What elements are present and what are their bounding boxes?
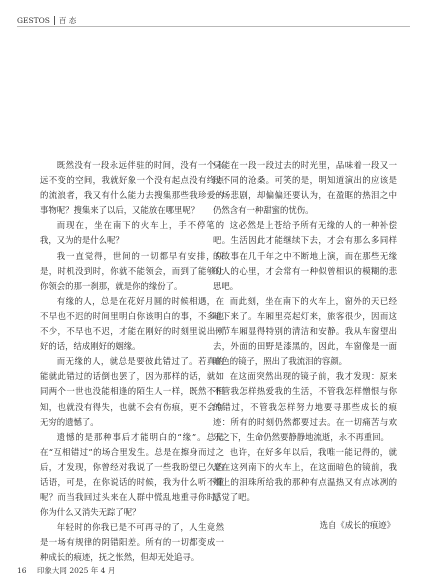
paragraph-continued: 只能在一段一段过去的时光里，品味着一段又一段不同的沧桑。可笑的是，明知道演出的应该是一场悲剧，却偏偏还要认为，在盈眶的热泪之中仍然含有一种甜蜜的忧伤。 — [213, 160, 397, 216]
paragraph: 有缘的人，总是在花好月圆的时候相遇，在不早也不迟的时间里明白你该明白的事，不多也不少，不早也不迟，才能在刚好的时刻里说出刚好的话，结成刚好的姻缘。 — [40, 295, 224, 352]
paragraph: 这必然是上苍给予所有无缘的人的一种补偿吧。生活因此才能继续下去，才会有那么多同样的故事在几千年之中不断地上演，而在那些无缘的人的心里，才会常有一种似曾相识的模糊的悲思吧。 — [213, 220, 397, 291]
article-left-column — [40, 158, 224, 566]
paragraph: 既然没有一段永远伴驻的时间，没有一个永远不变的空间，我就好象一个没有起点没有终点的流浪者，我又有什么能力去搜集那些我珍爱的事物呢？搜集来了以后，又能放在哪里呢？ — [40, 160, 224, 216]
paragraph: 而此刻，坐在南下的火车上，窗外的天已经暗下来了。车厢里亮起灯来，旅客很少，因而这一节车厢显得特别的清洁和安静。我从车窗望出去，外面的田野是漆黑的，因此，车窗像是一面暗色的镜子，照出了我流泪的容颜。 — [213, 295, 397, 367]
header-divider — [54, 16, 55, 25]
paragraph: 我一直觉得，世间的一切都早有安排，只是，时机没到时，你就不能领会，而到了能够让你领会的那一刹那，就是你的缘份了。 — [40, 250, 224, 291]
paragraph: 而无缘的人，就总是要彼此错过了。若真的能就此错过的话倒也罢了，因为那样的话，就如同两个一世也没能相逢的陌生人一样，既然不相知，也就没有得失，也就不会有伤痕，更不会有无穷的遗憾了。 — [40, 356, 224, 427]
magazine-brand: GESTOS — [17, 16, 50, 25]
paragraph: 在这面突然出现的镜子前，我才发现：原来不管我怎样热爱我的生活，不管我怎样憎恨与你的错过，不管我怎样努力地要寻那些成长的痕迹：所有的时刻仍然都要过去。在一切痛苦与欢乐之下，生命仍然要静静地流逝，永不再重回。 — [213, 371, 397, 442]
section-name: 百 态 — [58, 16, 77, 25]
header-rule — [17, 26, 410, 27]
paragraph: 而现在，坐在南下的火车上，手不停笔的我，又为的是什么呢？ — [40, 220, 224, 246]
article-right-column — [213, 158, 397, 533]
magazine-issue: 印象大同 2025 年 4 月 — [36, 566, 116, 575]
page-number: 16 — [17, 566, 27, 575]
paragraph: 遗憾的是那种事后才能明白的“缘”。总是在“互相错过”的场合里发生。总是在擦身而过之后，才发现，你曾经对我说了一些我盼望已久的话语，可是，在你说话的时候，我为什么听不懂呢？而当我回过头来在人群中慌乱地重寻你时，你为什么又消失无踪了呢？ — [40, 431, 224, 518]
page-header — [17, 15, 76, 26]
paragraph: 年轻时的你我已是不可再寻的了，人生竟然是一场有规律的阴错阳差。所有的一切都变成一种成长的痕迹，抚之怅然，但却无处追寻。 — [40, 522, 224, 563]
paragraph: 也许，在好多年以后，我唯一能记得的，就是在这列南下的火车上，在这面暗色的镜前，我颊上的泪珠所给我的那种有点温热又有点冰冽的感觉了吧。 — [213, 446, 397, 503]
source-credit: 选自《成长的痕迹》 — [319, 520, 395, 531]
page-footer — [17, 565, 115, 576]
